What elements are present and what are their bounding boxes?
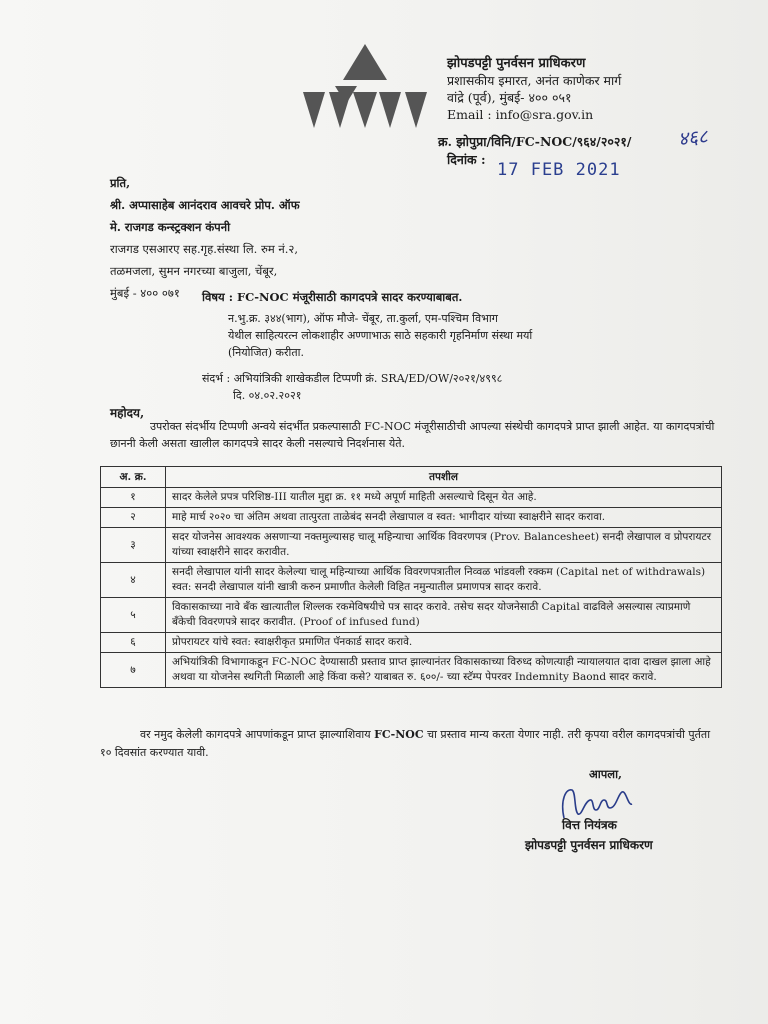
table-row [101, 488, 722, 508]
org-address-2: वांद्रे (पूर्व), मुंबई- ४०० ०५१ [447, 90, 572, 105]
table-row [101, 598, 722, 633]
header-serial: अ. क्र. [101, 467, 166, 488]
subject-label: विषय : FC-NOC मंजूरीसाठी कागदपत्रे सादर करण्याबाबत. [202, 290, 463, 304]
row-number: १ [101, 488, 166, 508]
signatory-title: वित्त नियंत्रक [562, 818, 617, 832]
row-number: ७ [101, 653, 166, 688]
documents-table [100, 466, 722, 688]
org-header [447, 55, 621, 123]
closing-text-bold: FC-NOC [374, 728, 424, 741]
org-email: Email : info@sra.gov.in [447, 107, 594, 122]
salutation: महोदय, [110, 406, 145, 420]
addressee-block [110, 172, 300, 304]
row-text: प्रोपरायटर यांचे स्वत: स्वाक्षरीकृत प्रमाणित पॅनकार्ड सादर करावे. [166, 633, 722, 653]
header-details: तपशील [166, 467, 722, 488]
row-number: ३ [101, 528, 166, 563]
row-text: सादर केलेले प्रपत्र परिशिष्ठ-III यातील मुद्दा क्र. ११ मध्ये अपूर्ण माहिती असल्याचे दिसून येत आहे. [166, 488, 722, 508]
closing-text-2: चा प्रस्ताव मान्य करता येणार नाही. तरी कृपया वरील कागदपत्रांची पुर्तता १० दिवसांत करण्यात यावी. [100, 728, 711, 759]
subject-detail-2: येथील साहित्यरत्न लोकशाहीर अण्णाभाऊ साठे सहकारी गृहनिर्माण संस्था मर्या [228, 329, 533, 342]
reference-block [202, 370, 502, 404]
row-number: ५ [101, 598, 166, 633]
row-number: ६ [101, 633, 166, 653]
closing-paragraph [100, 726, 722, 762]
subject-detail [228, 310, 728, 361]
table-row [101, 508, 722, 528]
date-label: दिनांक : [447, 152, 486, 167]
row-number: ४ [101, 563, 166, 598]
table-row [101, 653, 722, 688]
row-number: २ [101, 508, 166, 528]
row-text: सनदी लेखापाल यांनी सादर केलेल्या चालू महिन्याच्या आर्थिक विवरणपत्रातील निव्वळ भांडवली रक्कम (Capital net of withdrawals) स्वत: सनदी लेखापाल यांनी खात्री करुन प्रमाणीत केलेली विहित नमुन्यातील प्रमाणपत्र सादर करावे. [166, 563, 722, 598]
reference-line-2: दि. ०४.०२.२०२१ [233, 389, 302, 402]
addressee-address-1: राजगड एसआरए सह.गृह.संस्था लि. रुम नं.२, [110, 242, 299, 256]
table-row [101, 633, 722, 653]
reference-line-1: संदर्भ : अभियांत्रिकी शाखेकडील टिप्पणी क्रं. SRA/ED/OW/२०२१/४९९८ [202, 372, 503, 385]
handwritten-ref: ४६८ [677, 125, 709, 151]
addressee-to: प्रति, [110, 176, 131, 190]
row-text: सदर योजनेस आवश्यक असणाऱ्या नक्तमुल्यासह चालू महिन्याचा आर्थिक विवरणपत्र (Prov. Balancesheet) सनदी लेखापाल व प्रोपरायटर यांच्या स्वाक्षरीने सादर करावीत. [166, 528, 722, 563]
table-header-row [101, 467, 722, 488]
row-text: विकासकाच्या नावे बँक खात्यातील शिल्लक रकमेविषयीचे पत्र सादर करावे. तसेच सदर योजनेसाठी Capital वाढविले असल्यास त्याप्रमाणे बँकेची विवरणपत्रे सादर करावीत. (Proof of infused fund) [166, 598, 722, 633]
subject-line [202, 290, 462, 305]
yours-faithfully: आपला, [589, 767, 623, 781]
sra-logo [303, 42, 427, 132]
row-text: अभियांत्रिकी विभागाकडून FC-NOC देण्यासाठी प्रस्ताव प्राप्त झाल्यानंतर विकासकाच्या विरुध्द कोणत्याही न्यायालयात दावा दाखल झाला आहे अथवा या योजनेस स्थगिती मिळाली आहे किंवा कसे? याबाबत रु. ६००/- च्या स्टॅम्प पेपरवर Indemnity Baond सादर करावे. [166, 653, 722, 688]
signatory-org: झोपडपट्टी पुनर्वसन प्राधिकरण [525, 838, 653, 852]
reference-number: क्र. झोपुप्रा/विनि/FC-NOC/९६४/२०२१/ [438, 134, 632, 149]
date-stamp: 17 FEB 2021 [497, 160, 621, 180]
org-address-1: प्रशासकीय इमारत, अनंत काणेकर मार्ग [447, 73, 622, 88]
table-row [101, 563, 722, 598]
closing-text-1: वर नमुद केलेली कागदपत्रे आपणांकडून प्राप्त झाल्याशिवाय [140, 728, 375, 741]
subject-detail-3: (नियोजित) करीता. [228, 346, 304, 359]
addressee-address-2: तळमजला, सुमन नगरच्या बाजुला, चेंबूर, [110, 264, 278, 278]
subject-detail-1: न.भु.क्र. ३४४(भाग), ऑफ मौजे- चेंबूर, ता.कुर्ला, एम-पश्चिम विभाग [228, 312, 498, 325]
intro-paragraph: उपरोक्त संदर्भीय टिप्पणी अन्वये संदर्भीत प्रकल्पासाठी FC-NOC मंजूरीसाठीची आपल्या संस्थेची कागदपत्रे प्राप्त झाली आहेत. या कागदपत्रांची छाननी केली असता खालील कागदपत्रे सादर केली नसल्याचे निदर्शनास येते. [110, 420, 715, 450]
addressee-company: मे. राजगड कन्स्ट्रक्शन कंपनी [110, 220, 231, 234]
org-name: झोपडपट्टी पुनर्वसन प्राधिकरण [447, 56, 586, 71]
addressee-name: श्री. अप्पासाहेब आनंदराव आवचरे प्रोप. ऑफ [110, 198, 300, 212]
addressee-address-3: मुंबई - ४०० ०७१ [110, 286, 180, 300]
table-row [101, 528, 722, 563]
row-text: माहे मार्च २०२० चा अंतिम अथवा तात्पुरता ताळेबंद सनदी लेखापाल व स्वत: भागीदार यांच्या स्वाक्षरीने सादर करावा. [166, 508, 722, 528]
